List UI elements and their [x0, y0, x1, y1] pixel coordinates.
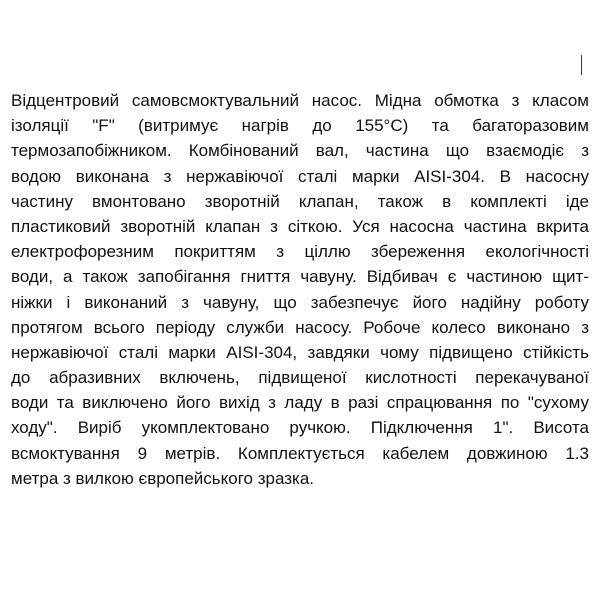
text-line: ніжки і виконаний з чавуну, що забезпечує його надійну роботу: [11, 292, 589, 312]
text-line: води та виключено його вихід з ладу в разі спрацювання по "сухому: [11, 393, 589, 413]
text-line: метра з вилкою європейського зразка.: [11, 468, 315, 488]
text-line: термозапобіжником. Комбінований вал, частина що взаємодіє з: [11, 141, 589, 161]
product-description: [11, 88, 589, 491]
text-line: протягом всього періоду служби насосу. Робоче колесо виконано з: [11, 317, 589, 337]
text-line: Відцентровий самовсмоктувальний насос. Мідна обмотка з класом: [11, 91, 589, 110]
text-line: нержавіючої сталі марки AISI-304, завдяки чому підвищено стійкість: [11, 342, 589, 362]
text-line: частину вмонтовано зворотній клапан, також в комплекті іде: [11, 191, 589, 211]
text-line: водою виконана з нержавіючої сталі марки AISI-304. В насосну: [11, 166, 589, 186]
text-line: пластиковий зворотній клапан з сіткою. Уся насосна частина вкрита: [11, 216, 589, 236]
text-line: води, а також запобігання гниття чавуну. Відбивач є частиною щит-: [11, 267, 589, 287]
text-line: електрофорезним покриттям з ціллю збереження екологічності: [11, 242, 589, 262]
text-line: ізоляції "F" (витримує нагрів до 155°C) та багаторазовим: [11, 116, 589, 136]
text-line: до абразивних включень, підвищеної кислотності перекачуваної: [11, 368, 589, 388]
text-cursor: [581, 55, 582, 75]
text-line: всмоктування 9 метрів. Комплектується кабелем довжиною 1.3: [11, 443, 589, 463]
text-line: ходу". Виріб укомплектовано ручкою. Підключення 1". Висота: [11, 418, 589, 438]
